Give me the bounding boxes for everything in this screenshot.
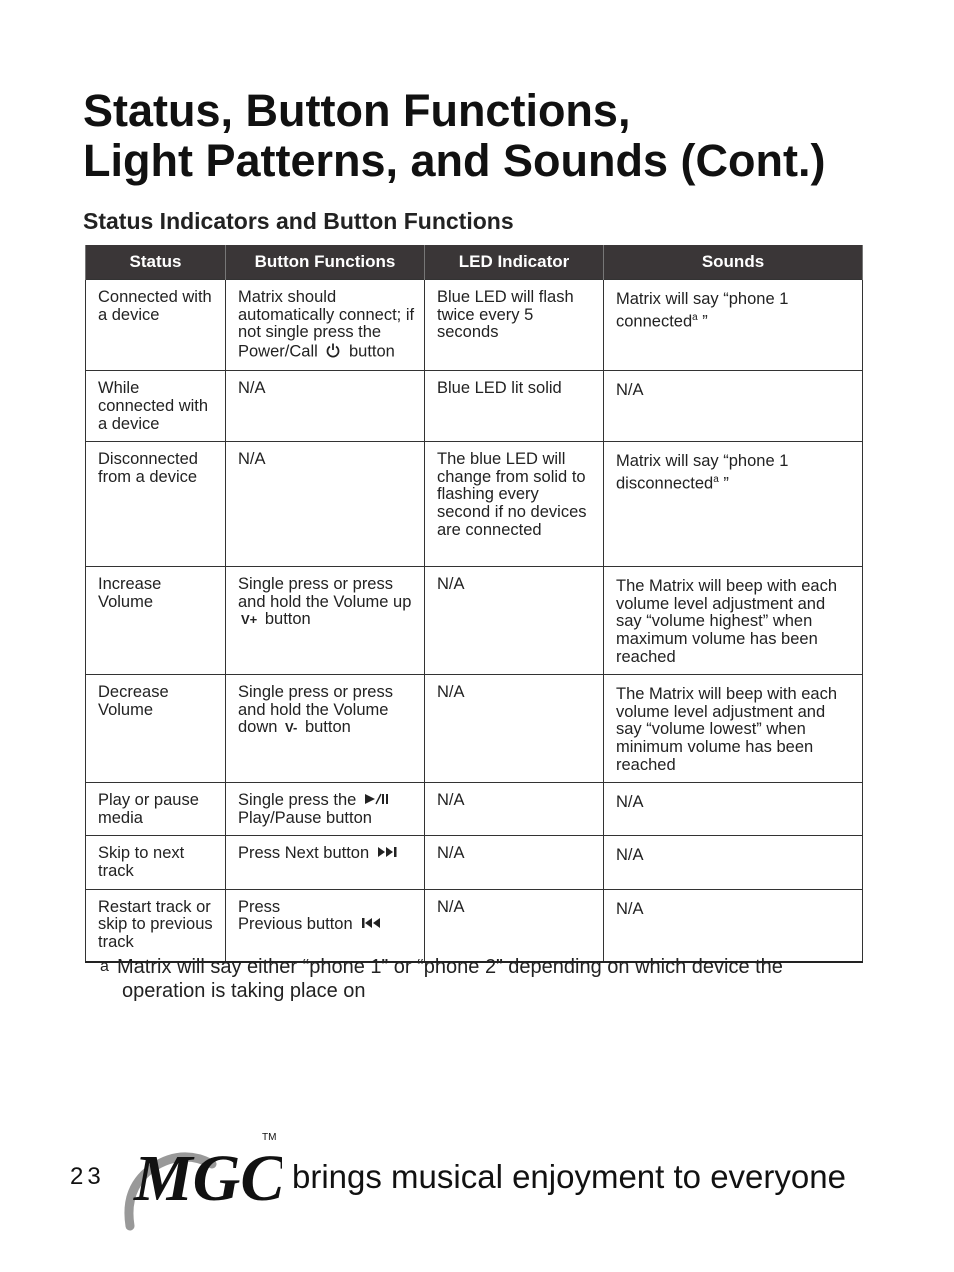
table-row <box>86 280 863 371</box>
led-cell: N/A <box>425 836 604 889</box>
button-cell: N/A <box>226 442 425 567</box>
status-cell: Increase Volume <box>86 567 226 675</box>
table-row <box>86 783 863 836</box>
table-row <box>86 675 863 783</box>
svg-text:TM: TM <box>262 1132 277 1143</box>
button-cell: N/A <box>226 371 425 442</box>
status-table <box>85 245 863 963</box>
play-pause-icon <box>364 792 390 810</box>
title-line-1: Status, Button Functions, <box>83 85 631 136</box>
volume-up-icon: V+ <box>241 612 258 628</box>
sound-cell: Matrix will say “phone 1 connected$^a$ ” <box>604 280 863 371</box>
table-row <box>86 889 863 962</box>
title-line-2: Light Patterns, and Sounds (Cont.) <box>83 135 826 186</box>
header-button-functions: Button Functions <box>226 245 425 280</box>
volume-down-icon: V- <box>285 720 298 736</box>
sound-cell: The Matrix will beep with each volume level adjustment and say “volume lowest” when minimum volume has been reached <box>604 675 863 783</box>
led-cell: The blue LED will change from solid to flashing every second if no devices are connected <box>425 442 604 567</box>
header-status: Status <box>86 245 226 280</box>
previous-track-icon <box>360 916 382 934</box>
mgc-logo-icon <box>122 1128 282 1239</box>
tagline: brings musical enjoyment to everyone <box>292 1158 846 1195</box>
sound-cell: N/A <box>604 371 863 442</box>
button-cell: Single press or press and hold the Volume down V- button <box>226 675 425 783</box>
status-cell: Disconnected from a device <box>86 442 226 567</box>
page-number: 23 <box>70 1163 105 1190</box>
table-row <box>86 442 863 567</box>
button-cell: Single press the Play/Pause button <box>226 783 425 836</box>
led-cell: N/A <box>425 567 604 675</box>
status-cell: Connected with a device <box>86 280 226 371</box>
table-row <box>86 836 863 889</box>
status-cell: Skip to next track <box>86 836 226 889</box>
status-cell: While connected with a device <box>86 371 226 442</box>
footnote-mark: a <box>100 958 109 975</box>
sound-cell: Matrix will say “phone 1 disconnected$^a$ ” <box>604 442 863 567</box>
table-header-row <box>86 245 863 280</box>
footnote <box>100 955 890 1003</box>
header-led-indicator: LED Indicator <box>425 245 604 280</box>
table-row <box>86 567 863 675</box>
sound-cell: N/A <box>604 783 863 836</box>
status-cell: Restart track or skip to previous track <box>86 889 226 962</box>
led-cell: N/A <box>425 675 604 783</box>
button-cell: Single press or press and hold the Volume up V+ button <box>226 567 425 675</box>
header-sounds: Sounds <box>604 245 863 280</box>
led-cell: N/A <box>425 889 604 962</box>
footnote-text: Matrix will say either “phone 1” or “phone 2” depending on which device the operation is taking place on <box>117 956 783 1002</box>
led-cell: N/A <box>425 783 604 836</box>
power-icon <box>325 342 341 363</box>
status-cell: Play or pause media <box>86 783 226 836</box>
table-row <box>86 371 863 442</box>
sound-cell: N/A <box>604 889 863 962</box>
page-title <box>83 86 825 186</box>
svg-text:MGC: MGC <box>134 1142 282 1215</box>
sound-cell: N/A <box>604 836 863 889</box>
led-cell: Blue LED will flash twice every 5 seconds <box>425 280 604 371</box>
section-subtitle: Status Indicators and Button Functions <box>83 208 514 234</box>
next-track-icon <box>377 845 399 863</box>
button-cell: Matrix should automatically connect; if not single press the Power/Call button <box>226 280 425 371</box>
button-cell: Press Previous button <box>226 889 425 962</box>
button-cell: Press Next button <box>226 836 425 889</box>
status-cell: Decrease Volume <box>86 675 226 783</box>
sound-cell: The Matrix will beep with each volume level adjustment and say “volume highest” when maximum volume has been reached <box>604 567 863 675</box>
led-cell: Blue LED lit solid <box>425 371 604 442</box>
